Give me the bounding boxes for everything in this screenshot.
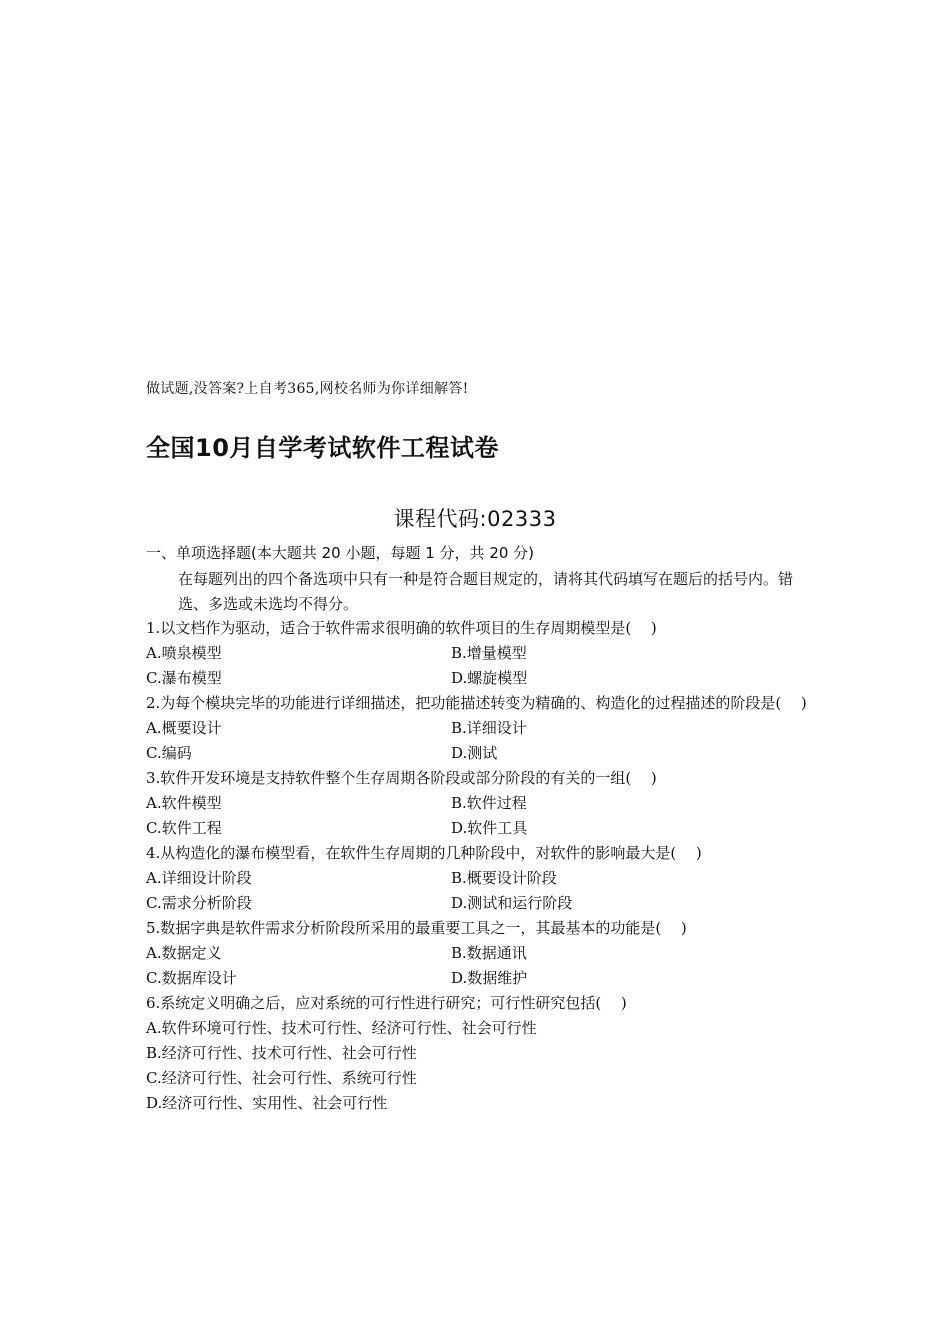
question-text: 3.软件开发环境是支持软件整个生存周期各阶段或部分阶段的有关的一组( ) (146, 769, 657, 787)
option: B.概要设计阶段 (451, 869, 557, 887)
option-row (146, 716, 811, 741)
question-text: 1.以文档作为驱动，适合于软件需求很明确的软件项目的生存周期模型是( ) (146, 619, 657, 637)
section-heading: 一、单项选择题(本大题共 20 小题，每题 1 分，共 20 分) (146, 544, 535, 562)
option: C.编码 (146, 744, 192, 762)
option: D.数据维护 (451, 969, 528, 987)
option: B.数据通讯 (451, 944, 527, 962)
option-row (146, 816, 811, 841)
question (146, 691, 811, 766)
option: D.测试 (451, 744, 498, 762)
option-row (146, 666, 811, 691)
option-row (146, 941, 811, 966)
question-list (146, 616, 811, 1116)
option: A.概要设计 (146, 719, 222, 737)
option: D.测试和运行阶段 (451, 894, 573, 912)
option: C.数据库设计 (146, 969, 237, 987)
option: C.需求分析阶段 (146, 894, 252, 912)
option: C.软件工程 (146, 819, 222, 837)
option: D.软件工具 (451, 819, 528, 837)
question-text: 4.从构造化的瀑布模型看，在软件生存周期的几种阶段中，对软件的影响最大是( ) (146, 844, 702, 862)
option: A.详细设计阶段 (146, 869, 252, 887)
option-row (146, 791, 811, 816)
question-text: 6.系统定义明确之后，应对系统的可行性进行研究；可行性研究包括( ) (146, 994, 627, 1012)
option: B.软件过程 (451, 794, 527, 812)
question-text: 2.为每个模块完毕的功能进行详细描述，把功能描述转变为精确的、构造化的过程描述的阶段是( ) (146, 694, 807, 712)
option: A.喷泉模型 (146, 644, 222, 662)
section-instructions: 在每题列出的四个备选项中只有一种是符合题目规定的，请将其代码填写在题后的括号内。错选、多选或未选均不得分。 (178, 570, 794, 613)
option-row (146, 866, 811, 891)
option: D.经济可行性、实用性、社会可行性 (146, 1094, 388, 1112)
option-row (146, 966, 811, 991)
question (146, 841, 811, 916)
question-text: 5.数据字典是软件需求分析阶段所采用的最重要工具之一，其最基本的功能是( ) (146, 919, 687, 937)
question (146, 766, 811, 841)
option: B.增量模型 (451, 644, 527, 662)
question (146, 991, 811, 1116)
course-code: 课程代码:02333 (393, 507, 557, 531)
question (146, 616, 811, 691)
option: D.螺旋模型 (451, 669, 528, 687)
option: B.经济可行性、技术可行性、社会可行性 (146, 1044, 417, 1062)
option: C.瀑布模型 (146, 669, 222, 687)
option-row (146, 891, 811, 916)
promo-text: 做试题,没答案?上自考365,网校名师为你详细解答! (146, 381, 469, 397)
question (146, 916, 811, 991)
option: C.经济可行性、社会可行性、系统可行性 (146, 1069, 417, 1087)
option: A.数据定义 (146, 944, 222, 962)
page-title: 全国10月自学考试软件工程试卷 (146, 434, 499, 462)
option: A.软件模型 (146, 794, 222, 812)
option-row (146, 641, 811, 666)
option: B.详细设计 (451, 719, 527, 737)
option-row (146, 741, 811, 766)
option: A.软件环境可行性、技术可行性、经济可行性、社会可行性 (146, 1019, 537, 1037)
